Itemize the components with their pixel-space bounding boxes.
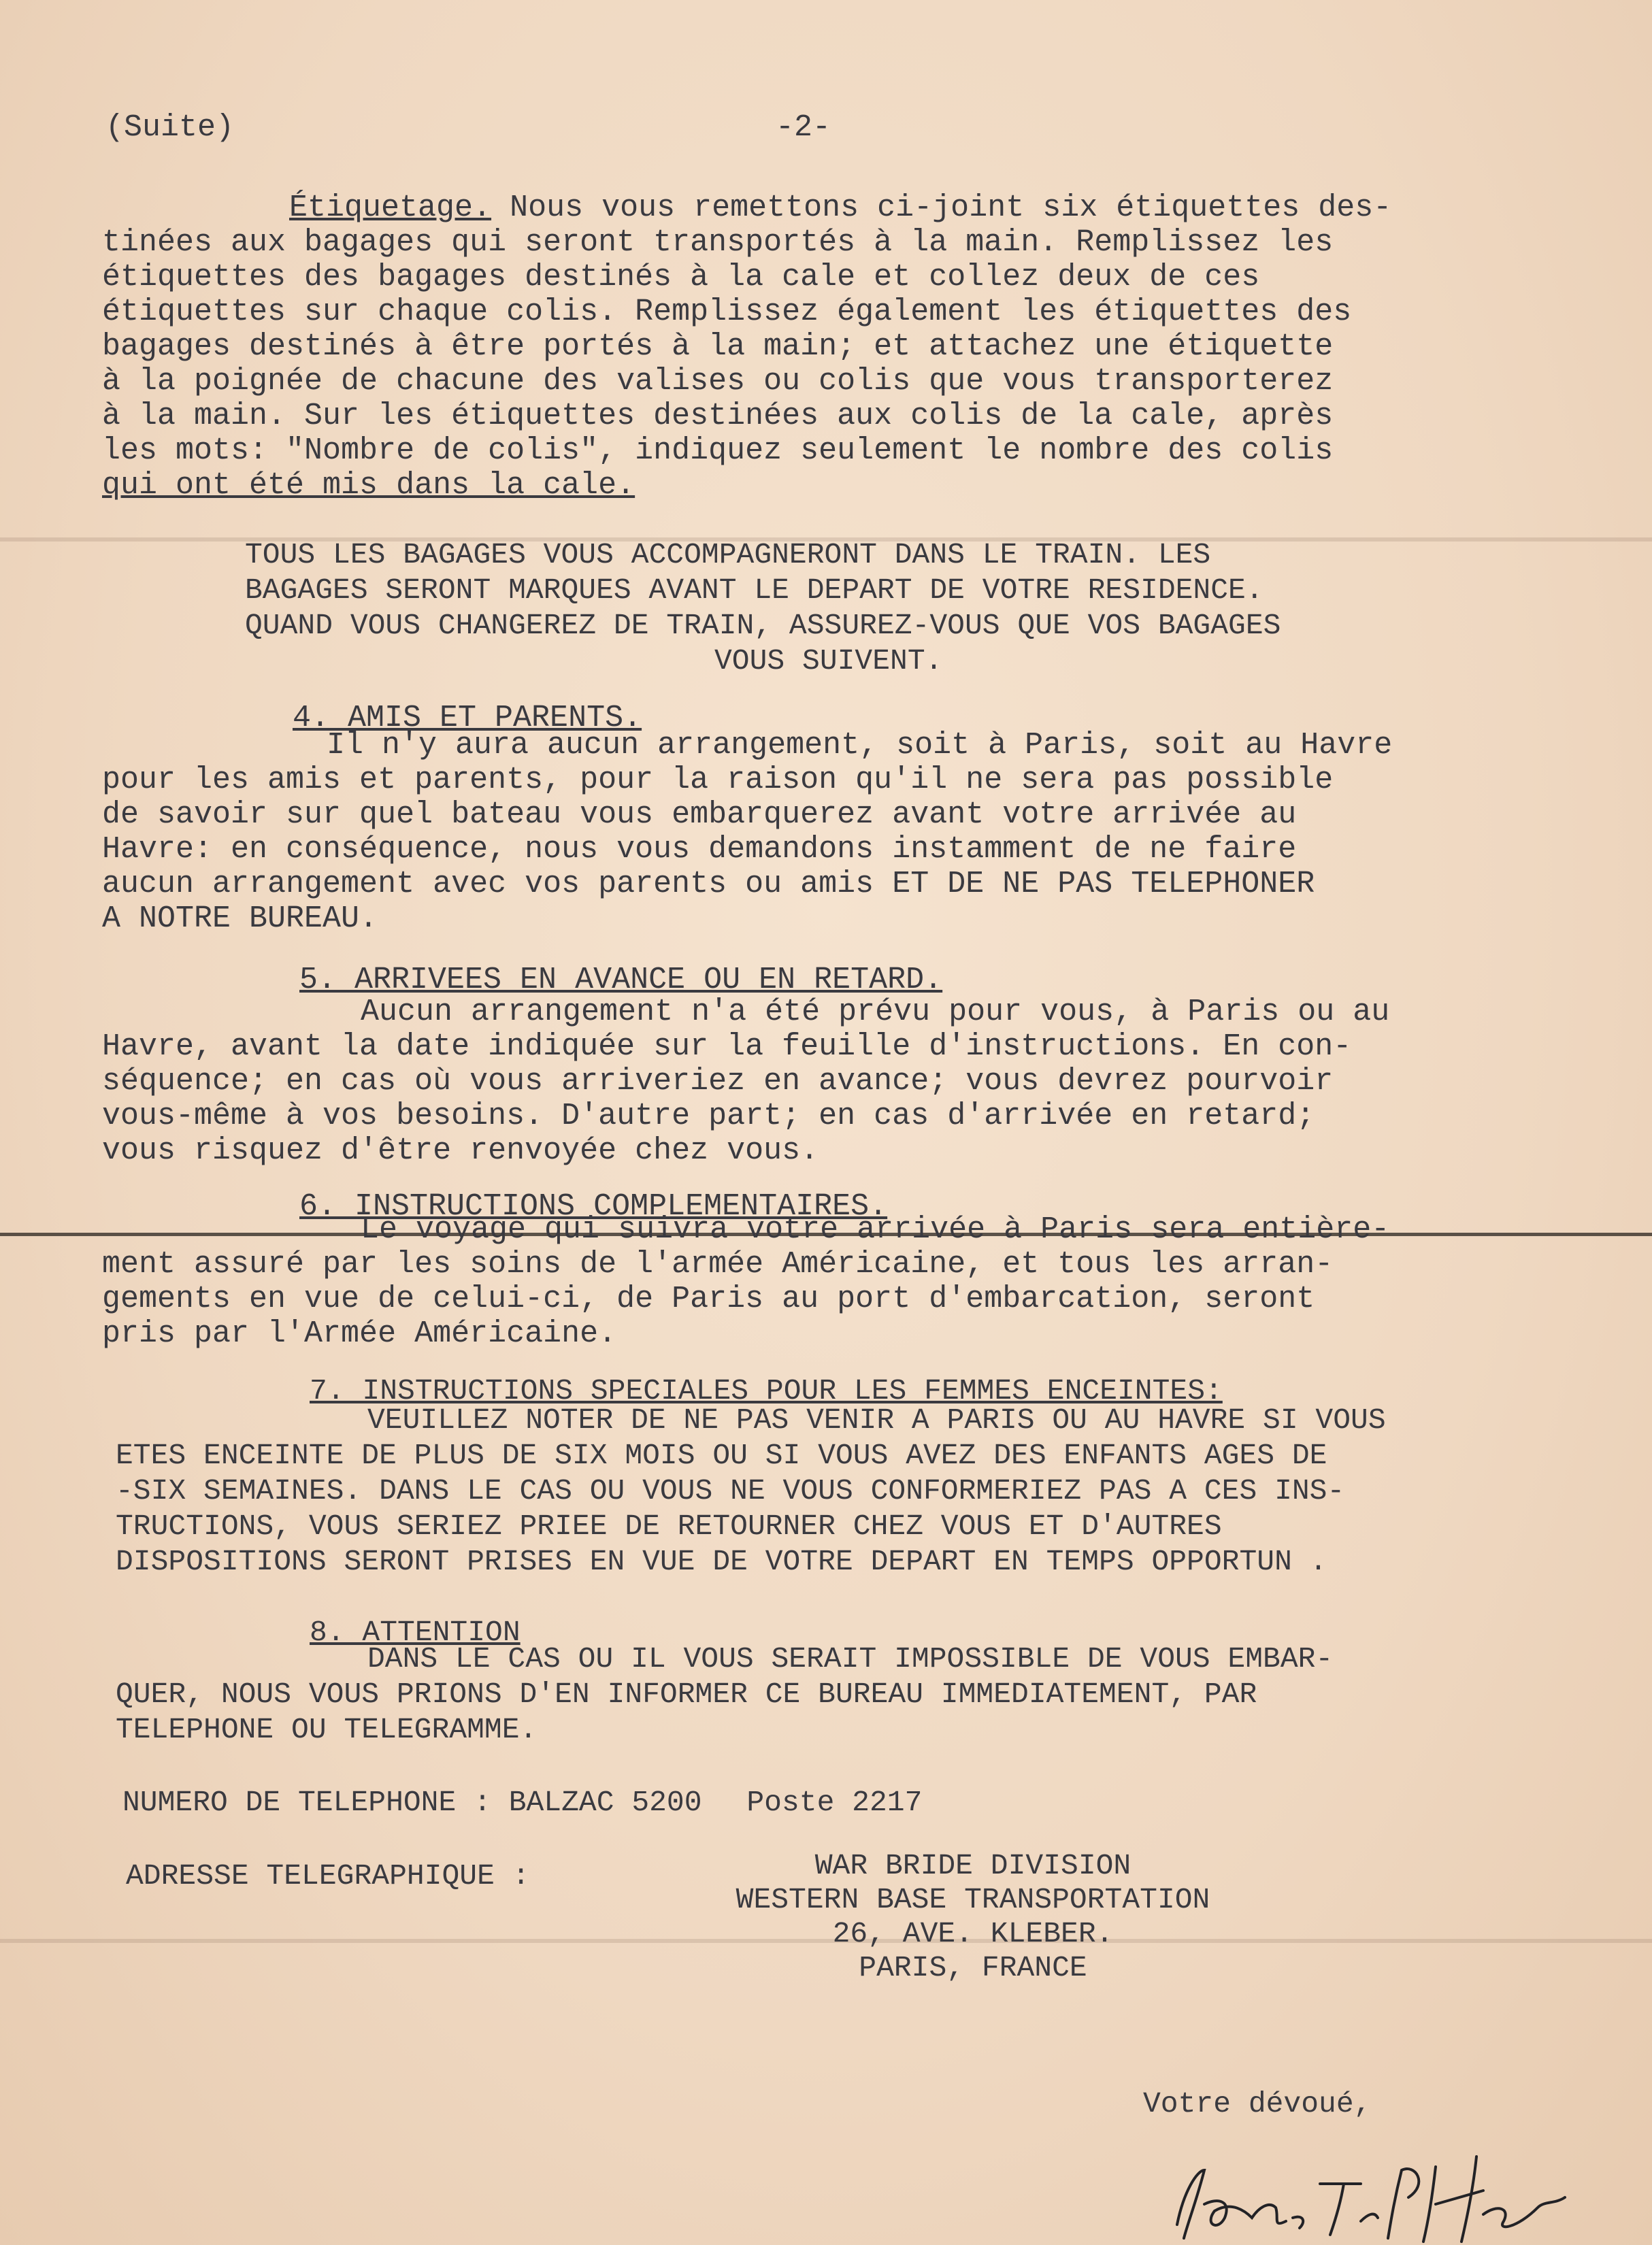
- section7-line-3: TRUCTIONS, VOUS SERIEZ PRIEE DE RETOURNER CHEZ VOUS ET D'AUTRES: [116, 1510, 1222, 1543]
- etiquetage-line-3: étiquettes sur chaque colis. Remplissez également les étiquettes des: [102, 295, 1352, 329]
- section7-line-4: DISPOSITIONS SERONT PRISES EN VUE DE VOTRE DEPART EN TEMPS OPPORTUN .: [116, 1545, 1327, 1578]
- section5-title: 5. ARRIVEES EN AVANCE OU EN RETARD.: [299, 963, 943, 997]
- address-line-3: PARIS, FRANCE: [859, 1951, 1087, 1984]
- etiquetage-title: Étiquetage.: [289, 190, 492, 225]
- bagages-line-0: TOUS LES BAGAGES VOUS ACCOMPAGNERONT DANS LE TRAIN. LES: [245, 538, 1211, 571]
- section5-line-1: Havre, avant la date indiquée sur la feuille d'instructions. En con-: [102, 1029, 1352, 1064]
- section4-line-3: Havre: en conséquence, nous vous demandons instamment de ne faire: [102, 832, 1297, 867]
- section8-line-0: DANS LE CAS OU IL VOUS SERAIT IMPOSSIBLE DE VOUS EMBAR-: [367, 1642, 1334, 1676]
- etiquetage-line-8: qui ont été mis dans la cale.: [102, 468, 635, 503]
- page-number: -2-: [776, 110, 831, 145]
- phone-label: NUMERO DE TELEPHONE : BALZAC 5200: [122, 1786, 702, 1819]
- section7-line-2: -SIX SEMAINES. DANS LE CAS OU VOUS NE VOUS CONFORMERIEZ PAS A CES INS-: [116, 1474, 1345, 1508]
- section5-line-2: séquence; en cas où vous arriveriez en avance; vous devrez pourvoir: [102, 1064, 1334, 1099]
- section6-line-1: ment assuré par les soins de l'armée Américaine, et tous les arran-: [102, 1247, 1334, 1282]
- section5-line-0: Aucun arrangement n'a été prévu pour vous, à Paris ou au: [361, 995, 1390, 1029]
- section4-line-4: aucun arrangement avec vos parents ou amis ET DE NE PAS TELEPHONER: [102, 867, 1315, 901]
- section7-line-1: ETES ENCEINTE DE PLUS DE SIX MOIS OU SI VOUS AVEZ DES ENFANTS AGES DE: [116, 1439, 1327, 1472]
- etiquetage-line-1: tinées aux bagages qui seront transportés à la main. Remplissez les: [102, 225, 1334, 260]
- section5-body: [102, 995, 1565, 1168]
- section6-line-3: pris par l'Armée Américaine.: [102, 1316, 617, 1351]
- etiquetage-line-6: à la main. Sur les étiquettes destinées aux colis de la cale, après: [102, 399, 1334, 433]
- section6-body: [102, 1212, 1565, 1351]
- bagages-line-2: QUAND VOUS CHANGEREZ DE TRAIN, ASSUREZ-VOUS QUE VOS BAGAGES: [245, 609, 1281, 642]
- section4-body: [102, 728, 1565, 936]
- phone-line: [122, 1786, 922, 1819]
- section7-body: [116, 1403, 1386, 1580]
- bagages-line-3: VOUS SUIVENT.: [714, 644, 943, 678]
- section4-line-1: pour les amis et parents, pour la raison qu'il ne sera pas possible: [102, 763, 1334, 797]
- section8-body: [116, 1642, 1333, 1748]
- section4-line-0: Il n'y aura aucun arrangement, soit à Paris, soit au Havre: [327, 728, 1393, 763]
- phone-extension: Poste 2217: [746, 1786, 923, 1819]
- section4-line-5: A NOTRE BUREAU.: [102, 901, 378, 936]
- section7-line-0: VEUILLEZ NOTER DE NE PAS VENIR A PARIS OU AU HAVRE SI VOUS: [367, 1403, 1386, 1437]
- etiquetage-paragraph: [102, 190, 1565, 503]
- section5-line-3: vous-même à vos besoins. D'autre part; en cas d'arrivée en retard;: [102, 1099, 1315, 1133]
- section4-line-2: de savoir sur quel bateau vous embarquerez avant votre arrivée au: [102, 797, 1297, 832]
- section8-line-1: QUER, NOUS VOUS PRIONS D'EN INFORMER CE BUREAU IMMEDIATEMENT, PAR: [116, 1678, 1257, 1711]
- etiquetage-line-5: à la poignée de chacune des valises ou colis que vous transporterez: [102, 364, 1334, 399]
- signature: [1157, 2143, 1579, 2245]
- etiquetage-line-7: les mots: "Nombre de colis", indiquez seulement le nombre des colis: [102, 433, 1334, 468]
- section8-title: 8. ATTENTION: [310, 1616, 521, 1649]
- address-line-2: 26, AVE. KLEBER.: [832, 1917, 1114, 1950]
- etiquetage-line-0: Nous vous remettons ci-joint six étiquettes des-: [510, 190, 1392, 225]
- section6-line-2: gements en vue de celui-ci, de Paris au port d'embarcation, seront: [102, 1282, 1315, 1316]
- section7-title: 7. INSTRUCTIONS SPECIALES POUR LES FEMMES ENCEINTES:: [310, 1374, 1223, 1408]
- telegraph-address: [667, 1849, 1279, 1985]
- etiquetage-line-2: étiquettes des bagages destinés à la cale et collez deux de ces: [102, 260, 1260, 295]
- address-line-0: WAR BRIDE DIVISION: [814, 1849, 1131, 1882]
- section6-line-0: Le voyage qui suivra votre arrivée à Paris sera entière-: [361, 1212, 1390, 1247]
- address-line-1: WESTERN BASE TRANSPORTATION: [736, 1883, 1210, 1916]
- section5-line-4: vous risquez d'être renvoyée chez vous.: [102, 1133, 819, 1168]
- bagages-line-1: BAGAGES SERONT MARQUES AVANT LE DEPART DE VOTRE RESIDENCE.: [245, 573, 1263, 607]
- section8-line-2: TELEPHONE OU TELEGRAMME.: [116, 1713, 538, 1746]
- suite-label: (Suite): [105, 110, 235, 145]
- etiquetage-line-4: bagages destinés à être portés à la main; et attachez une étiquette: [102, 329, 1334, 364]
- bagages-notice: [245, 537, 1470, 679]
- section4-title: 4. AMIS ET PARENTS.: [293, 701, 642, 735]
- telegraph-label: ADRESSE TELEGRAPHIQUE :: [126, 1859, 530, 1893]
- closing: Votre dévoué,: [1143, 2087, 1372, 2121]
- section6-title: 6. INSTRUCTIONS COMPLEMENTAIRES.: [299, 1189, 888, 1224]
